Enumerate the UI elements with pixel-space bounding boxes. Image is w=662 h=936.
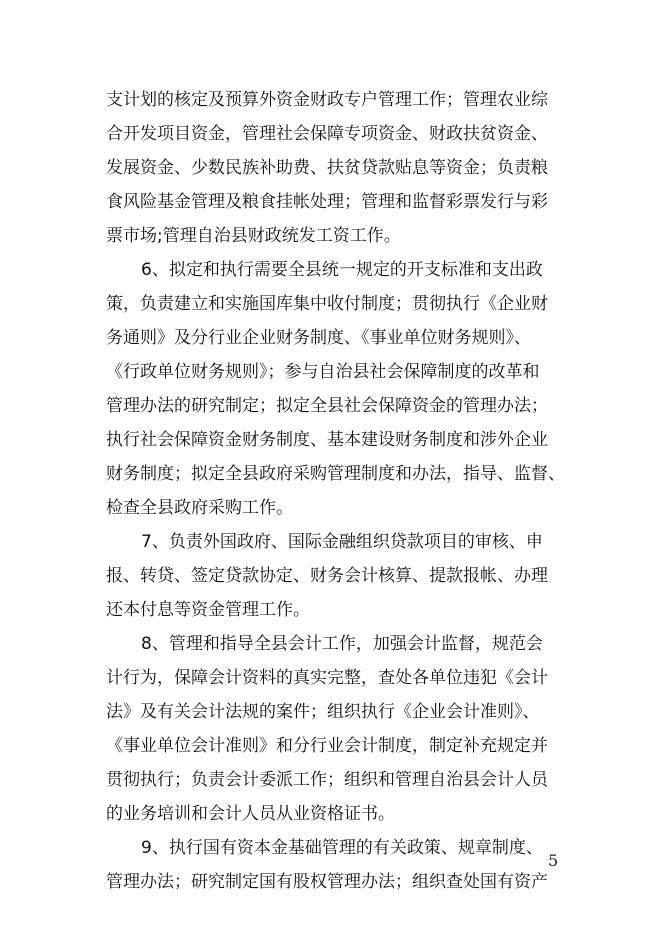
text-line-content: 发展资金、少数民族补助费、扶贫贷款贴息等资金；负责粮 xyxy=(106,158,548,178)
text-line-content: 的业务培训和会计人员从业资格证书。 xyxy=(106,804,395,824)
text-line-content: 《事业单位会计准则》和分行业会计制度，制定补充规定并 xyxy=(106,736,548,756)
text-line xyxy=(0,151,662,185)
text-line xyxy=(0,491,662,525)
text-line-content: 检查全县政府采购工作。 xyxy=(106,498,293,518)
text-line xyxy=(0,219,662,253)
text-line xyxy=(0,185,662,219)
paragraph-7-start: 7、负责外国政府、国际金融组织贷款项目的审核、申 xyxy=(141,532,543,552)
text-line xyxy=(0,287,662,321)
text-line-content: 计行为，保障会计资料的真实完整，查处各单位违犯《会计 xyxy=(106,668,548,688)
text-line-content: 食风险基金管理及粮食挂帐处理；管理和监督彩票发行与彩 xyxy=(106,192,548,212)
text-line-content: 还本付息等资金管理工作。 xyxy=(106,600,310,620)
text-line xyxy=(0,423,662,457)
text-line-content: 票市场;管理自治县财政统发工资工作。 xyxy=(106,226,401,246)
paragraph-start-line xyxy=(0,253,662,287)
text-line xyxy=(0,83,662,117)
text-line xyxy=(0,559,662,593)
text-line xyxy=(0,389,662,423)
text-line xyxy=(0,457,662,491)
text-line-content: 《行政单位财务规则》；参与自治县社会保障制度的改革和 xyxy=(106,362,540,382)
text-line-content: 务通则》及分行业企业财务制度、《事业单位财务规则》、 xyxy=(106,328,531,348)
text-line xyxy=(0,355,662,389)
text-line-content: 报、转贷、签定贷款协定、财务会计核算、提款报帐、办理 xyxy=(106,566,548,586)
text-line-content: 管理办法；研究制定国有股权管理办法；组织查处国有资产 xyxy=(106,872,548,892)
paragraph-start-line xyxy=(0,525,662,559)
text-line-content: 财务制度；拟定全县政府采购管理制度和办法，指导、监督、 xyxy=(106,464,565,484)
text-line xyxy=(0,797,662,831)
text-line-content: 执行社会保障资金财务制度、基本建设财务制度和涉外企业 xyxy=(106,430,548,450)
text-line-content: 管理办法的研究制定；拟定全县社会保障资金的管理办法； xyxy=(106,396,548,416)
text-line xyxy=(0,117,662,151)
paragraph-start-line xyxy=(0,627,662,661)
text-line xyxy=(0,661,662,695)
text-line-content: 合开发项目资金，管理社会保障专项资金、财政扶贫资金、 xyxy=(106,124,548,144)
text-line xyxy=(0,695,662,729)
text-line xyxy=(0,321,662,355)
page-number: 5 xyxy=(548,851,559,870)
paragraph-8-start: 8、管理和指导全县会计工作，加强会计监督，规范会 xyxy=(141,634,543,654)
text-line xyxy=(0,593,662,627)
paragraph-9-start: 9、执行国有资本金基础管理的有关政策、规章制度、 xyxy=(141,838,543,858)
text-line-content: 策，负责建立和实施国库集中收付制度；贯彻执行《企业财 xyxy=(106,294,548,314)
text-line-content: 支计划的核定及预算外资金财政专户管理工作；管理农业综 xyxy=(106,90,548,110)
text-line-content: 贯彻执行；负责会计委派工作；组织和管理自治县会计人员 xyxy=(106,770,548,790)
text-line-content: 法》及有关会计法规的案件；组织执行《企业会计准则》、 xyxy=(106,702,540,722)
text-line xyxy=(0,763,662,797)
paragraph-6-start: 6、拟定和执行需要全县统一规定的开支标准和支出政 xyxy=(141,260,543,280)
text-line xyxy=(0,729,662,763)
